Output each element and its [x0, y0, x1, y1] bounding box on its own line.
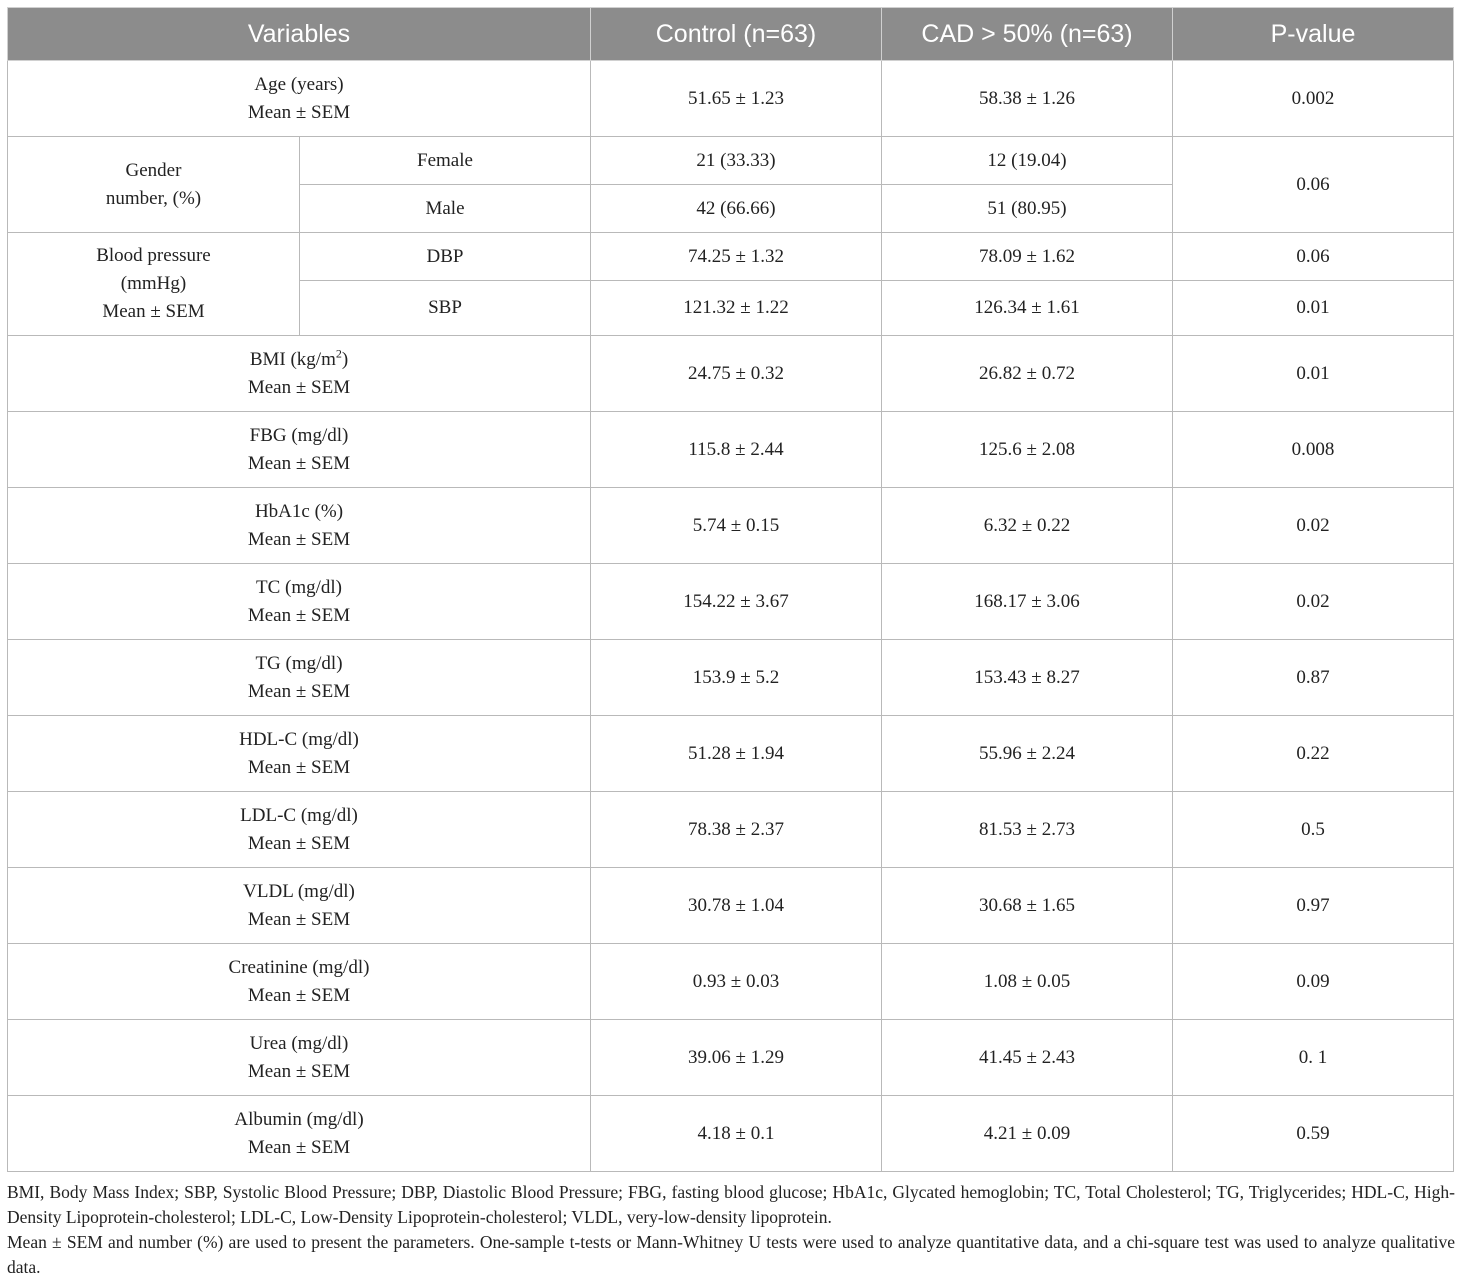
bmi-label-text: BMI (kg/m — [249, 348, 336, 370]
control-value: 30.78 ± 1.04 — [591, 868, 882, 944]
variable-cell — [8, 336, 591, 412]
methods-note: Mean ± SEM and number (%) are used to present the parameters. One-sample t-tests or Mann-Whitney U tests were used to analyze quantitative data, and a chi-square test was used to analyze qualitative data. — [7, 1232, 1455, 1277]
p-value: 0.97 — [1173, 868, 1454, 944]
bmi-label-end: ) — [341, 348, 349, 370]
variable-sub: Mean ± SEM — [247, 680, 351, 702]
variable-cell — [8, 944, 591, 1020]
variable-sub: Mean ± SEM — [247, 376, 351, 398]
p-value: 0.008 — [1173, 412, 1454, 488]
variable-cell — [8, 1096, 591, 1172]
control-value: 42 (66.66) — [591, 185, 882, 233]
variable-cell — [8, 61, 591, 137]
p-value: 0.002 — [1173, 61, 1454, 137]
cad-value: 81.53 ± 2.73 — [882, 792, 1173, 868]
cad-value: 4.21 ± 0.09 — [882, 1096, 1173, 1172]
header-pvalue: P-value — [1173, 8, 1454, 61]
cad-value: 26.82 ± 0.72 — [882, 336, 1173, 412]
control-value: 24.75 ± 0.32 — [591, 336, 882, 412]
p-value: 0.09 — [1173, 944, 1454, 1020]
cad-value: 168.17 ± 3.06 — [882, 564, 1173, 640]
variable-label: number, (%) — [105, 187, 202, 209]
variable-cell — [8, 412, 591, 488]
variable-sub: Mean ± SEM — [247, 1060, 351, 1082]
variable-label: VLDL (mg/dl) — [243, 880, 355, 902]
control-value: 121.32 ± 1.22 — [591, 281, 882, 336]
p-value: 0.02 — [1173, 488, 1454, 564]
control-value: 39.06 ± 1.29 — [591, 1020, 882, 1096]
p-value: 0.59 — [1173, 1096, 1454, 1172]
subgroup-label: SBP — [300, 281, 591, 336]
abbreviations-note: BMI, Body Mass Index; SBP, Systolic Blood Pressure; DBP, Diastolic Blood Pressure; FBG, fasting blood glucose; HbA1c, Glycated hemoglobin; TC, Total Cholesterol; TG, Triglycerides; HDL-C, High-Density Lipoprotein-cholesterol; LDL-C, Low-Density Lipoprotein-cholesterol; VLDL, very-low-density lipoprotein. — [7, 1182, 1455, 1227]
variable-cell — [8, 1020, 591, 1096]
variable-sub: Mean ± SEM — [247, 908, 351, 930]
subgroup-label: DBP — [300, 233, 591, 281]
variable-label: FBG (mg/dl) — [249, 424, 349, 446]
p-value: 0.06 — [1173, 233, 1454, 281]
p-value: 0.01 — [1173, 336, 1454, 412]
p-value: 0.01 — [1173, 281, 1454, 336]
variable-label: Blood pressure — [96, 245, 211, 266]
table-row — [8, 868, 1454, 944]
subgroup-label: Female — [300, 137, 591, 185]
variable-sub: Mean ± SEM — [247, 832, 351, 854]
table-row — [8, 716, 1454, 792]
cad-value: 12 (19.04) — [882, 137, 1173, 185]
cad-value: 58.38 ± 1.26 — [882, 61, 1173, 137]
control-value: 78.38 ± 2.37 — [591, 792, 882, 868]
variable-label: HDL-C (mg/dl) — [239, 728, 359, 750]
variable-sub: Mean ± SEM — [247, 604, 351, 626]
variable-cell — [8, 792, 591, 868]
table-row-bp-dbp — [8, 233, 1454, 281]
control-value: 115.8 ± 2.44 — [591, 412, 882, 488]
control-value: 21 (33.33) — [591, 137, 882, 185]
p-value: 0. 1 — [1173, 1020, 1454, 1096]
variable-sub: Mean ± SEM — [247, 984, 351, 1006]
header-row — [8, 8, 1454, 61]
variable-sub: Mean ± SEM — [247, 756, 351, 778]
variable-sub: Mean ± SEM — [247, 101, 351, 123]
control-value: 51.65 ± 1.23 — [591, 61, 882, 137]
control-value: 4.18 ± 0.1 — [591, 1096, 882, 1172]
table-row — [8, 412, 1454, 488]
table-row — [8, 640, 1454, 716]
control-value: 51.28 ± 1.94 — [591, 716, 882, 792]
variable-label: TG (mg/dl) — [255, 652, 343, 674]
control-value: 154.22 ± 3.67 — [591, 564, 882, 640]
variable-sub: Mean ± SEM — [247, 528, 351, 550]
control-value: 74.25 ± 1.32 — [591, 233, 882, 281]
variable-label: Urea (mg/dl) — [249, 1032, 349, 1054]
variable-cell — [8, 868, 591, 944]
variable-label: (mmHg) — [120, 273, 187, 294]
cad-value: 55.96 ± 2.24 — [882, 716, 1173, 792]
variable-label: Creatinine (mg/dl) — [228, 956, 370, 978]
variable-cell — [8, 137, 300, 233]
variable-label: LDL-C (mg/dl) — [240, 804, 358, 826]
table-row — [8, 944, 1454, 1020]
table-row — [8, 1096, 1454, 1172]
table-row-bmi — [8, 336, 1454, 412]
variable-label: Age (years) — [254, 73, 344, 95]
variable-cell — [8, 564, 591, 640]
header-variables: Variables — [8, 8, 591, 61]
variable-cell — [8, 640, 591, 716]
variable-label: HbA1c (%) — [254, 500, 344, 522]
table-container — [7, 7, 1453, 1172]
variable-label: Gender — [125, 159, 182, 181]
control-value: 5.74 ± 0.15 — [591, 488, 882, 564]
table-row-gender-female — [8, 137, 1454, 185]
p-value: 0.02 — [1173, 564, 1454, 640]
superscript: 2 — [335, 346, 342, 361]
table-row — [8, 564, 1454, 640]
p-value: 0.5 — [1173, 792, 1454, 868]
p-value: 0.06 — [1173, 137, 1454, 233]
variable-cell — [8, 233, 300, 336]
table-row — [8, 1020, 1454, 1096]
header-control: Control (n=63) — [591, 8, 882, 61]
baseline-characteristics-table — [7, 7, 1454, 1172]
cad-value: 1.08 ± 0.05 — [882, 944, 1173, 1020]
cad-value: 78.09 ± 1.62 — [882, 233, 1173, 281]
variable-sub: Mean ± SEM — [247, 1136, 351, 1158]
variable-cell — [8, 488, 591, 564]
variable-label: Albumin (mg/dl) — [234, 1108, 364, 1130]
cad-value: 51 (80.95) — [882, 185, 1173, 233]
subgroup-label: Male — [300, 185, 591, 233]
table-row — [8, 488, 1454, 564]
cad-value: 153.43 ± 8.27 — [882, 640, 1173, 716]
table-row — [8, 792, 1454, 868]
variable-label — [14, 346, 584, 374]
cad-value: 30.68 ± 1.65 — [882, 868, 1173, 944]
variable-label: TC (mg/dl) — [255, 576, 343, 598]
cad-value: 6.32 ± 0.22 — [882, 488, 1173, 564]
variable-sub: Mean ± SEM — [102, 301, 205, 322]
header-cad: CAD > 50% (n=63) — [882, 8, 1173, 61]
table-footnotes — [7, 1180, 1455, 1280]
p-value: 0.87 — [1173, 640, 1454, 716]
variable-sub: Mean ± SEM — [247, 452, 351, 474]
variable-cell — [8, 716, 591, 792]
table-row-age — [8, 61, 1454, 137]
cad-value: 41.45 ± 2.43 — [882, 1020, 1173, 1096]
control-value: 0.93 ± 0.03 — [591, 944, 882, 1020]
control-value: 153.9 ± 5.2 — [591, 640, 882, 716]
cad-value: 125.6 ± 2.08 — [882, 412, 1173, 488]
p-value: 0.22 — [1173, 716, 1454, 792]
cad-value: 126.34 ± 1.61 — [882, 281, 1173, 336]
